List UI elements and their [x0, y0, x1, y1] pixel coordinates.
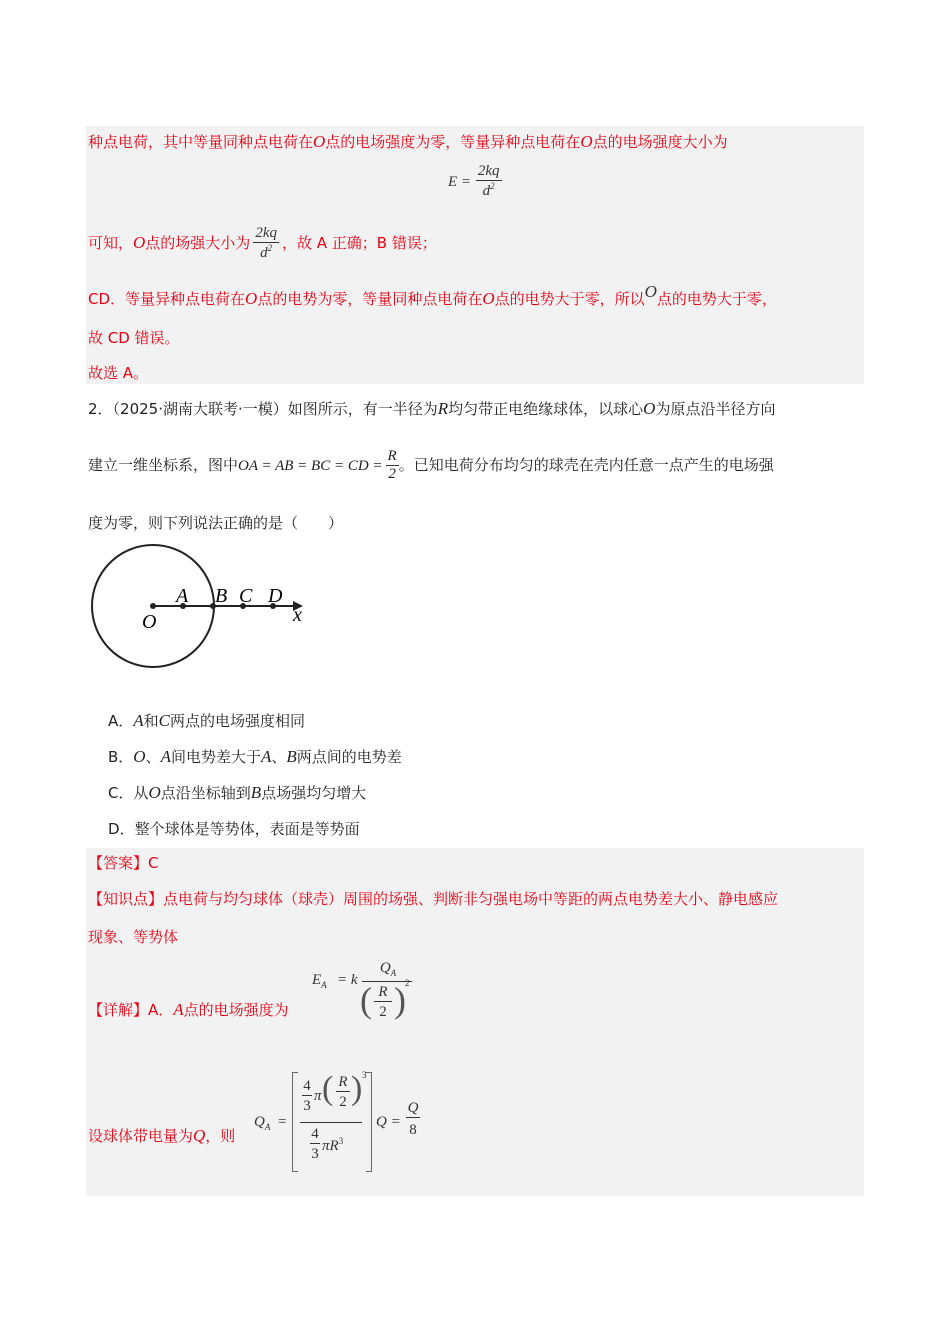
option-text: O	[148, 783, 161, 802]
solution-line-3: CD．等量异种点电荷在O点的电势为零，等量同种点电荷在O点的电势大于零，所以O点的电势大于零，	[88, 282, 777, 308]
option-text: 和	[143, 712, 159, 730]
option-text: 、	[145, 748, 161, 766]
option-key: C．	[108, 784, 134, 802]
solution-line-5: 故选 A。	[88, 364, 149, 382]
option-text: A	[133, 711, 144, 730]
option-d[interactable]	[108, 818, 360, 839]
answer-line: 【答案】C	[88, 854, 159, 872]
knowledge-line-2: 现象、等势体	[88, 928, 179, 946]
option-c[interactable]	[108, 782, 366, 803]
option-b[interactable]	[108, 746, 402, 767]
solution-line-4: 故 CD 错误。	[88, 329, 180, 347]
option-text: 点场强均匀增大	[261, 784, 367, 802]
option-key: B．	[108, 748, 134, 766]
question-line-3: 度为零，则下列说法正确的是（ ）	[88, 514, 344, 532]
option-text: 两点的电场强度相同	[170, 712, 306, 730]
formula-e: E = $\frac{2kq}{d^2}$	[448, 163, 500, 199]
label-a: A	[176, 585, 189, 607]
solution-line-2: 可知，O点的场强大小为 $\frac{2kq}{d^2}$ ，故 A 正确；B 错误；	[88, 225, 437, 261]
point-o	[150, 603, 156, 609]
option-text: 两点间的电势差	[296, 748, 402, 766]
option-text: 点沿坐标轴到	[160, 784, 251, 802]
label-c: C	[239, 585, 253, 607]
label-b: B	[215, 585, 228, 607]
option-text: B	[286, 747, 297, 766]
option-text: 间电势差大于	[170, 748, 261, 766]
option-text: 整个球体是等势体，表面是等势面	[134, 820, 360, 838]
option-text: C	[158, 711, 171, 730]
label-d: D	[268, 585, 283, 607]
option-text: O	[133, 747, 146, 766]
label-x: x	[293, 604, 302, 626]
option-text: A	[261, 747, 272, 766]
option-text: B	[250, 783, 262, 802]
sphere-figure	[88, 544, 318, 674]
option-key: D．	[108, 820, 135, 838]
question-line-2: 建立一维坐标系，图中OA = AB = BC = CD = $\frac{R}{2}$ 。已知电荷分布均匀的球壳在壳内任意一点产生的电场强	[88, 448, 774, 482]
knowledge-line-1: 【知识点】点电荷与均匀球体（球壳）周围的场强、判断非匀强电场中等距的两点电势差大小、静电感应	[88, 890, 779, 908]
option-key: A．	[108, 712, 134, 730]
solution-line-1: 种点电荷，其中等量同种点电荷在O点的电场强度为零，等量异种点电荷在O点的电场强度大小为	[88, 132, 728, 151]
question-line-1: 2．（2025·湖南大联考·一模）如图所示，有一半径为R均匀带正电绝缘球体，以球心O为原点沿半径方向	[88, 399, 776, 418]
label-o: O	[142, 611, 157, 633]
option-text: 、	[271, 748, 287, 766]
charge-line: 设球体带电量为Q，则	[88, 1126, 236, 1145]
detail-line: 【详解】A．A点的电场强度为	[88, 1000, 289, 1019]
option-text: 从	[133, 784, 149, 802]
formula-qa: $Q_A$ = 4 3 π ( R 2 ) 3 4 3 $\pi R^3$ Q = Q 8	[254, 1070, 434, 1180]
option-a[interactable]	[108, 710, 305, 731]
option-text: A	[160, 747, 171, 766]
